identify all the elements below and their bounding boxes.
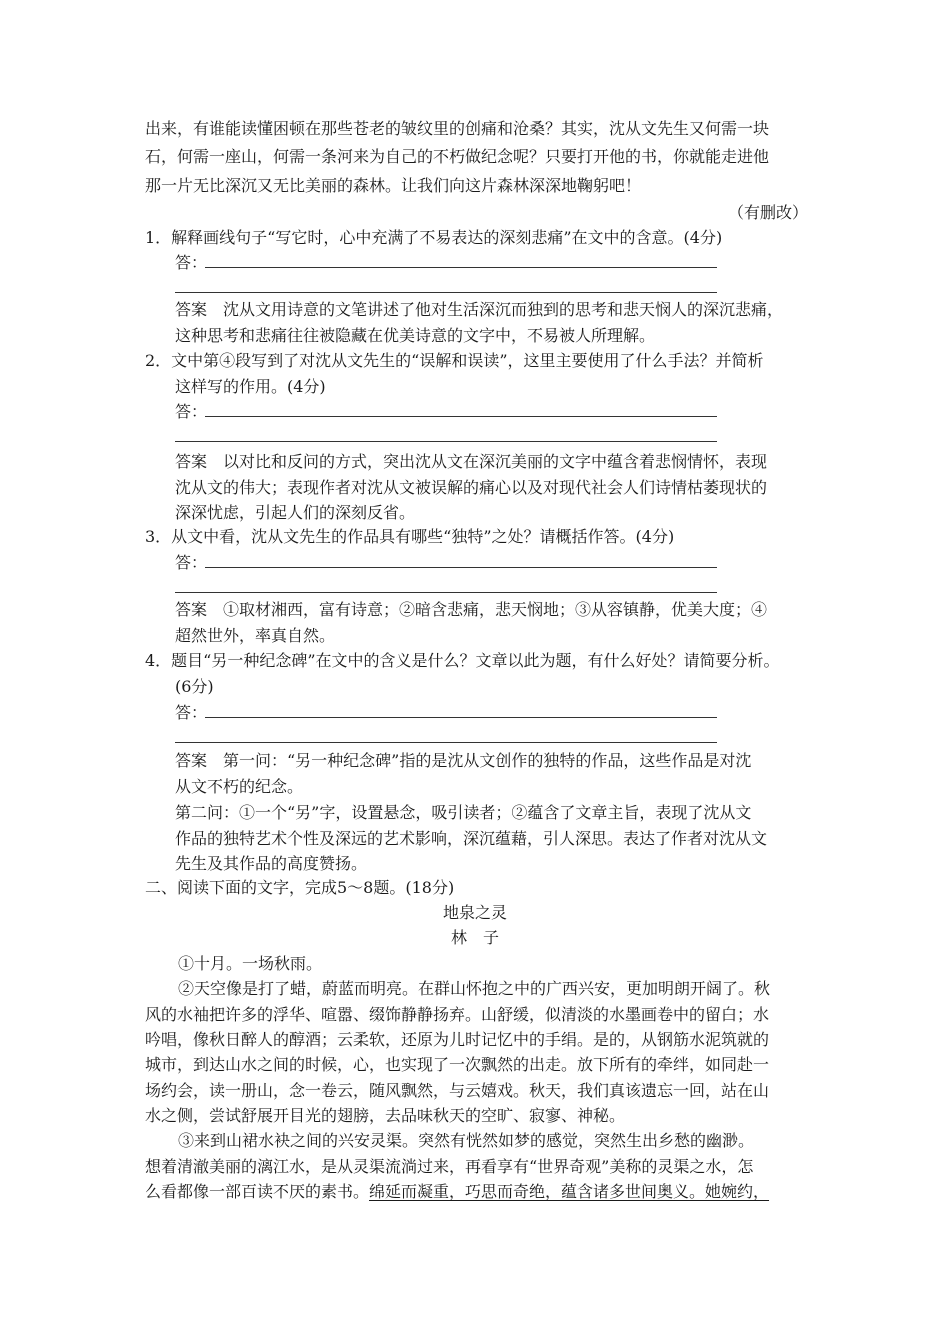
paragraph-2-line: 吟唱，像秋日醉人的醇酒；云柔软，还原为儿时记忆中的手绢。是的，从钢筋水泥筑就的 [145,1030,770,1049]
section-heading: 二、阅读下面的文字，完成5～8题。(18分) [145,878,455,897]
answer-text: 超然世外，率真自然。 [175,626,336,645]
body-text-line: 那一片无比深沉又无比美丽的森林。让我们向这片森林深深地鞠躬吧！ [145,176,642,195]
answer-line [205,267,717,268]
answer-text: 答案 ①取材湘西，富有诗意；②暗含悲痛，悲天悯地；③从容镇静，优美大度；④ [175,600,768,619]
answer-text: 沈从文的伟大；表现作者对沈从文被误解的痛心以及对现代社会人们诗情枯萎现状的 [175,478,768,497]
answer-line [175,592,717,593]
answer-text: 答案 第一问：“另一种纪念碑”指的是沈从文创作的独特的作品，这些作品是对沈 [175,751,752,770]
answer-line [205,717,717,718]
paragraph-3-line: 想着清澈美丽的漓江水，是从灵渠流淌过来，再看享有“世界奇观”美称的灵渠之水，怎 [145,1157,754,1176]
answer-line [175,742,717,743]
answer-text: 从文不朽的纪念。 [175,777,304,796]
answer-line [175,441,717,442]
answer-text: 先生及其作品的高度赞扬。 [175,854,368,873]
question-1: 1．解释画线句子“写它时，心中充满了不易表达的深刻悲痛”在文中的含意。(4分) [145,228,723,247]
paragraph-2-line: 场约会，读一册山，念一卷云，随风飘然，与云嬉戏。秋天，我们真该遗忘一回，站在山 [145,1081,770,1100]
question-2-cont: 这样写的作用。(4分) [175,377,326,396]
passage-title: 地泉之灵 [442,903,507,922]
answer-text: 这种思考和悲痛往往被隐藏在优美诗意的文字中，不易被人所理解。 [175,326,656,345]
paragraph-3-line: ③来到山裙水袂之间的兴安灵渠。突然有恍然如梦的感觉，突然生出乡愁的幽渺。 [178,1131,755,1150]
answer-label: 答： [175,402,208,421]
paragraph-2-line: 水之侧，尝试舒展开目光的翅膀，去品味秋天的空旷、寂寥、神秘。 [145,1106,626,1125]
paragraph-3-line [145,1182,769,1202]
question-3: 3．从文中看，沈从文先生的作品具有哪些“独特”之处？请概括作答。(4分) [145,527,675,546]
answer-line [175,292,717,293]
answer-line [205,416,717,417]
answer-text: 第二问：①一个“另”字，设置悬念，吸引读者；②蕴含了文章主旨，表现了沈从文 [175,803,752,822]
paragraph-2-line: ②天空像是打了蜡，蔚蓝而明亮。在群山怀抱之中的广西兴安，更加明朗开阔了。秋 [178,979,771,998]
question-2: 2．文中第④段写到了对沈从文先生的“误解和误读”，这里主要使用了什么手法？并简析 [145,351,764,370]
passage-author: 林 子 [450,928,499,947]
answer-text: 答案 以对比和反问的方式，突出沈从文在深沉美丽的文字中蕴含着悲悯情怀，表现 [175,452,768,471]
paragraph-2-line: 城市，到达山水之间的时候，心，也实现了一次飘然的出走。放下所有的牵绊，如同赴一 [145,1055,770,1074]
answer-label: 答： [175,553,208,572]
question-4-cont: (6分) [175,677,214,696]
answer-text: 深深忧虑，引起人们的深刻反省。 [175,503,416,522]
answer-text: 作品的独特艺术个性及深远的艺术影响，深沉蕴藉，引人深思。表达了作者对沈从文 [175,829,768,848]
body-text-line: 出来，有谁能读懂困顿在那些苍老的皱纹里的创痛和沧桑？其实，沈从文先生又何需一块 [145,119,770,138]
body-text-line: 石，何需一座山，何需一条河来为自己的不朽做纪念呢？只要打开他的书，你就能走进他 [145,147,770,166]
answer-line [205,567,717,568]
paragraph-2-line: 风的水袖把许多的浮华、喧嚣、缀饰静静扬弃。山舒缓，似清淡的水墨画卷中的留白；水 [145,1005,770,1024]
answer-label: 答： [175,253,208,272]
question-4: 4．题目“另一种纪念碑”在文中的含义是什么？文章以此为题，有什么好处？请简要分析。 [145,651,780,670]
paragraph-1: ①十月。一场秋雨。 [178,954,323,973]
paragraph-3-text: 么看都像一部百读不厌的素书。 [145,1182,370,1201]
answer-label: 答： [175,703,208,722]
answer-text: 答案 沈从文用诗意的文笔讲述了他对生活深沉而独到的思考和悲天悯人的深沉悲痛， [175,300,784,319]
source-note: （有删改） [727,203,808,222]
underlined-sentence: 绵延而凝重，巧思而奇绝，蕴含诸多世间奥义。她婉约， [369,1182,770,1201]
